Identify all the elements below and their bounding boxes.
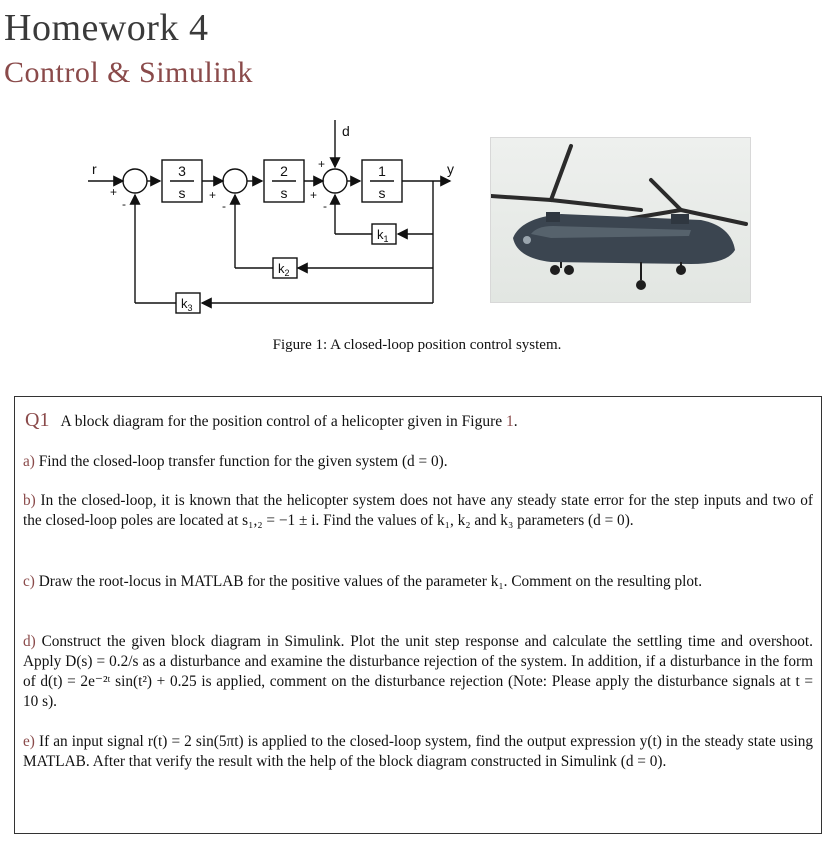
- sum2-minus-sign: -: [222, 199, 226, 213]
- part-d-label: d): [23, 633, 36, 650]
- figure-ref-link[interactable]: 1: [506, 413, 514, 430]
- gain-k2-label: $k_2$: [278, 261, 290, 278]
- part-e: [23, 732, 813, 772]
- question-box: [14, 396, 822, 834]
- output-y-label: y: [447, 161, 454, 177]
- question-intro-end: .: [513, 413, 518, 430]
- helicopter-photo: [490, 137, 751, 303]
- page-title: Homework 4: [4, 7, 209, 49]
- block1-denominator: s: [178, 185, 186, 201]
- part-e-text: If an input signal r(t) = 2 sin(5πt) is applied to the closed-loop system, find the output expression y(t) in the steady state using MATLAB. After that verify the result with the help of the block diagram constructed in Simulink (d = 0).: [23, 733, 813, 770]
- part-c-text: Draw the root-locus in MATLAB for the positive values of the parameter k₁. Comment on the resulting plot.: [38, 573, 703, 590]
- question-header: [25, 409, 518, 432]
- part-a-label: a): [23, 453, 35, 470]
- sum1-minus-sign: -: [122, 197, 126, 211]
- sum3-minus-sign: -: [323, 199, 327, 213]
- summing-junction-3: [323, 169, 347, 193]
- part-a: [23, 452, 813, 472]
- part-b: [23, 491, 813, 531]
- question-intro: A block diagram for the position control of a helicopter given in Figure: [60, 413, 507, 430]
- part-d: [23, 632, 813, 712]
- part-b-label: b): [23, 492, 36, 509]
- part-c-label: c): [23, 573, 35, 590]
- sum1-plus-sign: +: [110, 185, 118, 199]
- sum3-plus-sign-left: +: [310, 188, 318, 202]
- block3-denominator: s: [378, 185, 386, 201]
- figure-caption: Figure 1: A closed-loop position control system.: [272, 337, 562, 353]
- sum3-plus-sign-top: +: [318, 157, 326, 171]
- summing-junction-1: [123, 169, 147, 193]
- block2-numerator: 2: [280, 163, 288, 179]
- block-diagram: [80, 110, 460, 330]
- question-number: Q1: [25, 409, 50, 431]
- gain-k1-label: $k_1$: [377, 227, 389, 244]
- summing-junction-2: [223, 169, 247, 193]
- part-d-text: Construct the given block diagram in Simulink. Plot the unit step response and calculate the settling time and overshoot. Apply D(s) = 0.2/s as a disturbance and examine the disturbance rejection of the system. In addition, if a disturbance in the form of d(t) = 2e⁻²ᵗ sin(t²) + 0.25 is applied, comment on the disturbance rejection (Note: Please apply the disturbance signals at t = 10 s).: [23, 633, 814, 710]
- block3-numerator: 1: [378, 163, 386, 179]
- part-e-label: e): [23, 733, 35, 750]
- part-b-text: In the closed-loop, it is known that the helicopter system does not have any steady state error for the step inputs and two of the closed-loop poles are located at s₁,₂ = −1 ± i. Find the values of k₁, k₂ and k₃ parameters (d = 0).: [23, 492, 814, 529]
- disturbance-d-label: d: [342, 123, 350, 139]
- part-c: [23, 572, 813, 592]
- block2-denominator: s: [280, 185, 288, 201]
- block1-numerator: 3: [178, 163, 186, 179]
- sum2-plus-sign: +: [209, 188, 217, 202]
- gain-k3-label: $k_3$: [181, 296, 193, 313]
- page-subtitle: Control & Simulink: [4, 56, 254, 89]
- input-r-label: r: [92, 161, 97, 177]
- part-a-text: Find the closed-loop transfer function for the given system (d = 0).: [38, 453, 448, 470]
